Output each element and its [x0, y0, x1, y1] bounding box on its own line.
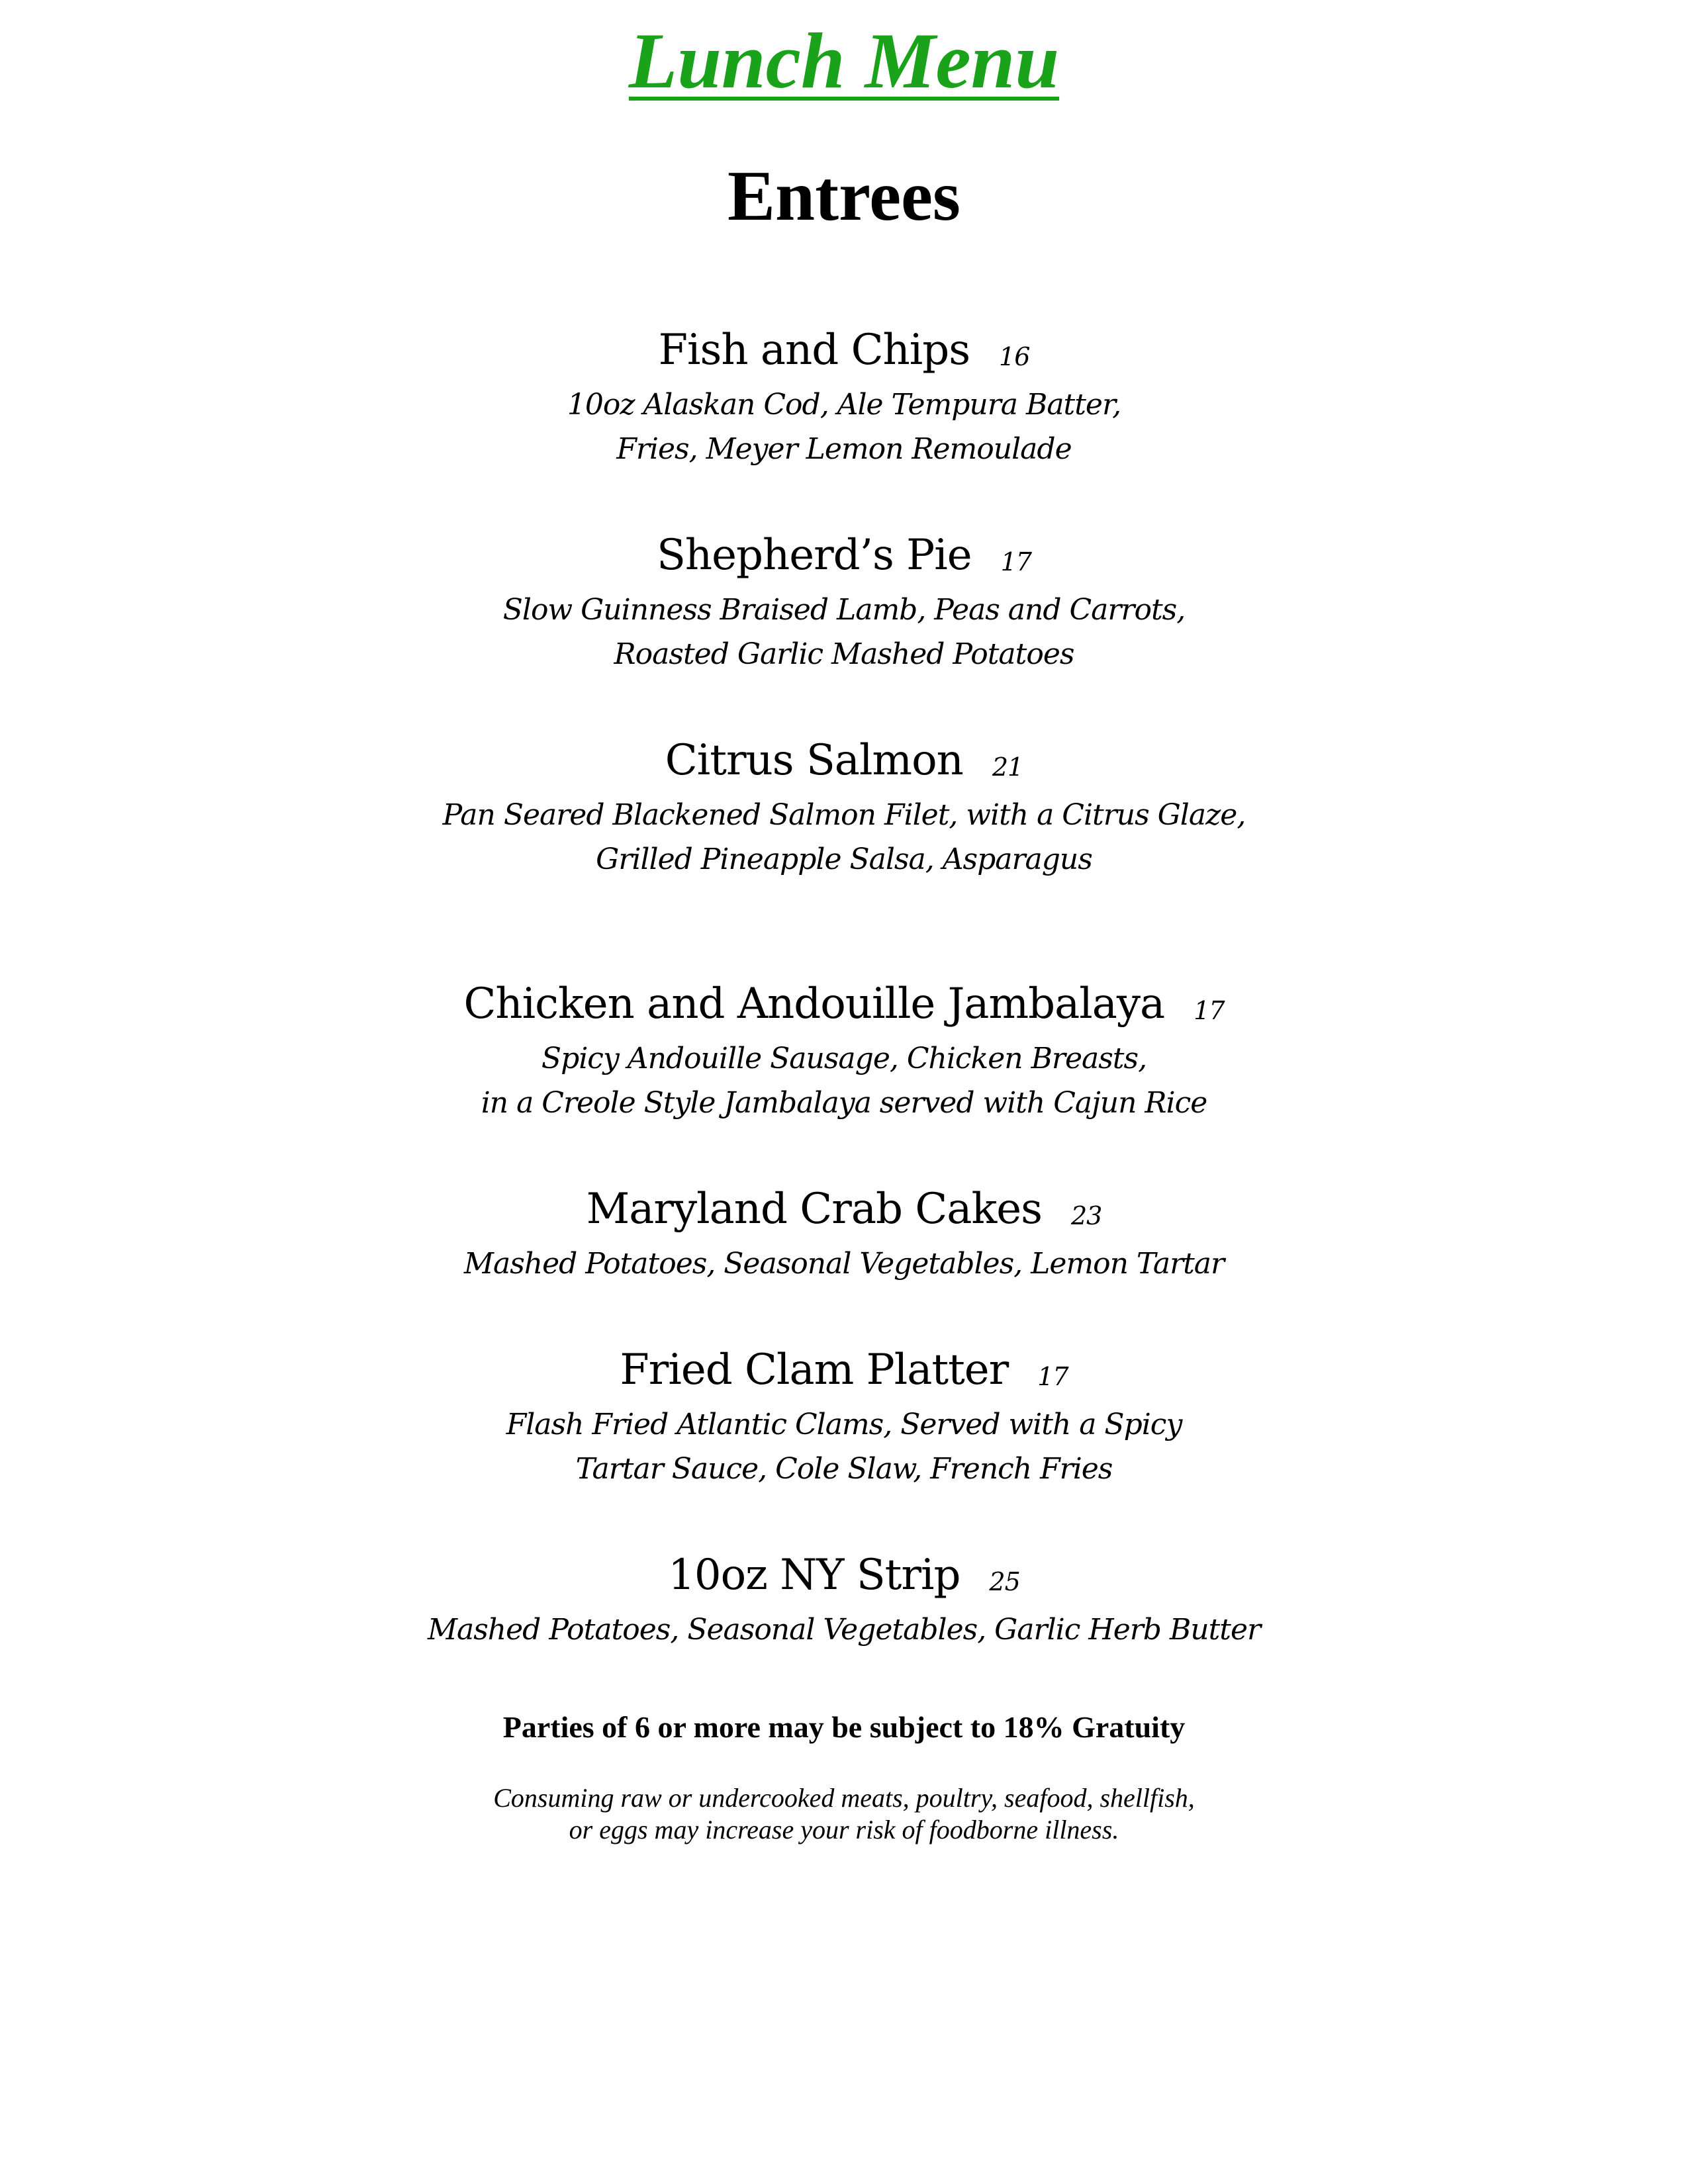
gratuity-notice: Parties of 6 or more may be subject to 18% Gratuity: [502, 1710, 1186, 1744]
menu-item-price: 25: [989, 1567, 1020, 1596]
food-safety-warning: [0, 1782, 1688, 1846]
food-safety-warning-line: or eggs may increase your risk of foodborne illness.: [569, 1815, 1119, 1844]
menu-item-name: 10oz NY Strip: [668, 1551, 961, 1600]
menu-item-name: Shepherd’s Pie: [657, 531, 972, 580]
menu-item: [0, 1182, 1688, 1286]
menu-item-price: 17: [1037, 1362, 1068, 1391]
menu-item-heading: [0, 528, 1688, 588]
menu-item-heading: [0, 1182, 1688, 1242]
menu-item: [0, 323, 1688, 471]
menu-item-name: Fish and Chips: [658, 326, 970, 375]
menu-item-price: 21: [992, 752, 1023, 782]
section-title-entrees: Entrees: [727, 157, 961, 236]
menu-item-heading: [0, 323, 1688, 383]
food-safety-warning-line: Consuming raw or undercooked meats, poultry, seafood, shellfish,: [493, 1783, 1195, 1813]
menu-item: [0, 1548, 1688, 1652]
menu-item-heading: [0, 1343, 1688, 1402]
menu-item: [0, 733, 1688, 882]
menu-item-description: Mashed Potatoes, Seasonal Vegetables, Garlic Herb Butter: [427, 1613, 1261, 1647]
menu-item-heading: [0, 977, 1688, 1036]
menu-item-heading: [0, 1548, 1688, 1608]
menu-item-description: 10oz Alaskan Cod, Ale Tempura Batter,: [567, 388, 1121, 422]
menu-item-description: Fries, Meyer Lemon Remoulade: [616, 432, 1072, 466]
entree-list: [0, 323, 1688, 1652]
menu-item-price: 17: [1194, 996, 1225, 1025]
menu-item-description: Tartar Sauce, Cole Slaw, French Fries: [575, 1452, 1113, 1486]
menu-item-name: Maryland Crab Cakes: [586, 1185, 1042, 1234]
menu-item-description: Mashed Potatoes, Seasonal Vegetables, Lemon Tartar: [463, 1247, 1225, 1281]
menu-item-name: Citrus Salmon: [665, 736, 963, 785]
menu-item-price: 17: [1000, 547, 1031, 576]
menu-item-name: Fried Clam Platter: [620, 1345, 1009, 1394]
menu-item: [0, 1343, 1688, 1491]
menu-item-description: Grilled Pineapple Salsa, Asparagus: [596, 842, 1092, 876]
menu-item-heading: [0, 733, 1688, 793]
menu-item-name: Chicken and Andouille Jambalaya: [463, 979, 1165, 1028]
menu-item-price: 23: [1070, 1201, 1102, 1230]
menu-item: [0, 528, 1688, 676]
menu-item-description: Roasted Garlic Mashed Potatoes: [614, 637, 1074, 671]
menu-title: Lunch Menu: [628, 17, 1060, 105]
menu-item-description: Spicy Andouille Sausage, Chicken Breasts,: [541, 1042, 1147, 1075]
menu-item-description: Slow Guinness Braised Lamb, Peas and Carrots,: [502, 593, 1186, 627]
menu-item-price: 16: [999, 342, 1030, 371]
menu-item-description: Flash Fried Atlantic Clams, Served with a Spicy: [506, 1408, 1182, 1441]
menu-item-description: Pan Seared Blackened Salmon Filet, with a Citrus Glaze,: [442, 798, 1246, 832]
menu-item: [0, 977, 1688, 1125]
menu-item-description: in a Creole Style Jambalaya served with Cajun Rice: [481, 1086, 1207, 1120]
